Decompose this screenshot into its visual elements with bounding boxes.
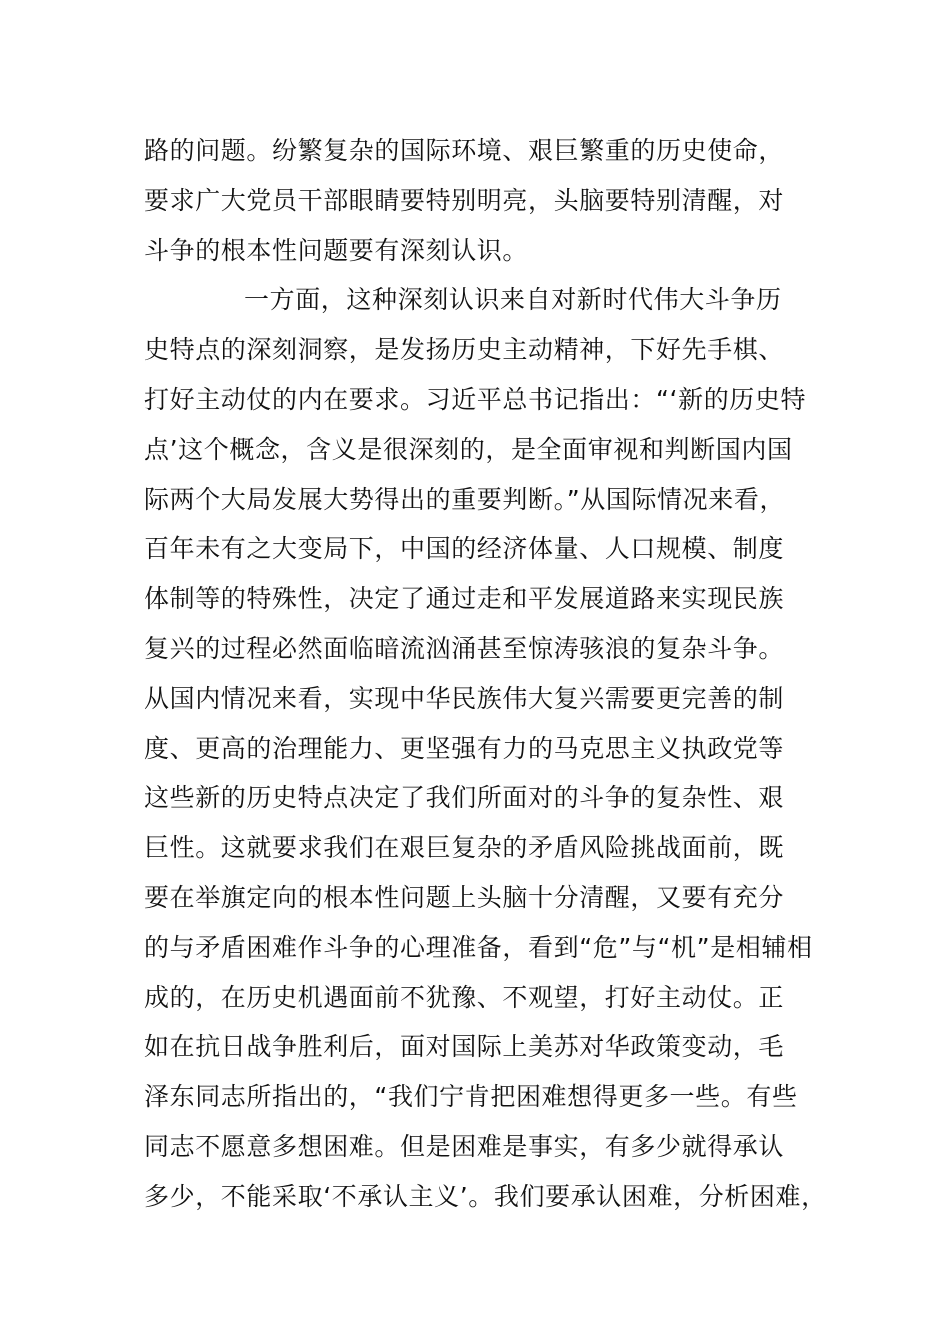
text-line: 斗争的根本性问题要有深刻认识。: [144, 235, 529, 265]
text-line: 体制等的特殊性，决定了通过走和平发展道路来实现民族: [144, 584, 785, 614]
text-line: 打好主动仗的内在要求。习近平总书记指出：“‘新的历史特: [144, 384, 807, 414]
text-line: 要在举旗定向的根本性问题上头脑十分清醒，又要有充分: [144, 882, 785, 912]
text-line: 史特点的深刻洞察，是发扬历史主动精神，下好先手棋、: [144, 335, 785, 365]
text-line: 巨性。这就要求我们在艰巨复杂的矛盾风险挑战面前，既: [144, 833, 785, 863]
body-text: [144, 126, 827, 1222]
text-line: 同志不愿意多想困难。但是困难是事实，有多少就得承认: [144, 1131, 785, 1161]
text-line: 路的问题。纷繁复杂的国际环境、艰巨繁重的历史使命，: [144, 136, 785, 165]
text-line: 要求广大党员干部眼睛要特别明亮，头脑要特别清醒，对: [144, 185, 785, 215]
text-line: 度、更高的治理能力、更坚强有力的马克思主义执政党等: [144, 733, 785, 763]
paragraph-start-line: 一方面，这种深刻认识来自对新时代伟大斗争历: [244, 285, 782, 315]
text-line: 百年未有之大变局下，中国的经济体量、人口规模、制度: [144, 534, 785, 564]
text-line: 成的，在历史机遇面前不犹豫、不观望，打好主动仗。正: [144, 982, 785, 1012]
text-line: 复兴的过程必然面临暗流汹涌甚至惊涛骇浪的复杂斗争。: [144, 633, 785, 663]
text-line: 的与矛盾困难作斗争的心理准备，看到“危”与“机”是相辅相: [144, 932, 813, 962]
text-line: 如在抗日战争胜利后，面对国际上美苏对华政策变动，毛: [144, 1032, 785, 1062]
text-line: 际两个大局发展大势得出的重要判断。”从国际情况来看，: [144, 484, 786, 514]
text-line: 从国内情况来看，实现中华民族伟大复兴需要更完善的制: [144, 683, 785, 713]
text-line: 点’这个概念，含义是很深刻的，是全面审视和判断国内国: [144, 434, 793, 464]
text-line: 这些新的历史特点决定了我们所面对的斗争的复杂性、艰: [144, 783, 785, 813]
text-line: 多少，不能采取‘不承认主义’。我们要承认困难，分析困难，: [144, 1181, 827, 1211]
text-line: 泽东同志所指出的，“我们宁肯把困难想得更多一些。有些: [144, 1082, 798, 1112]
